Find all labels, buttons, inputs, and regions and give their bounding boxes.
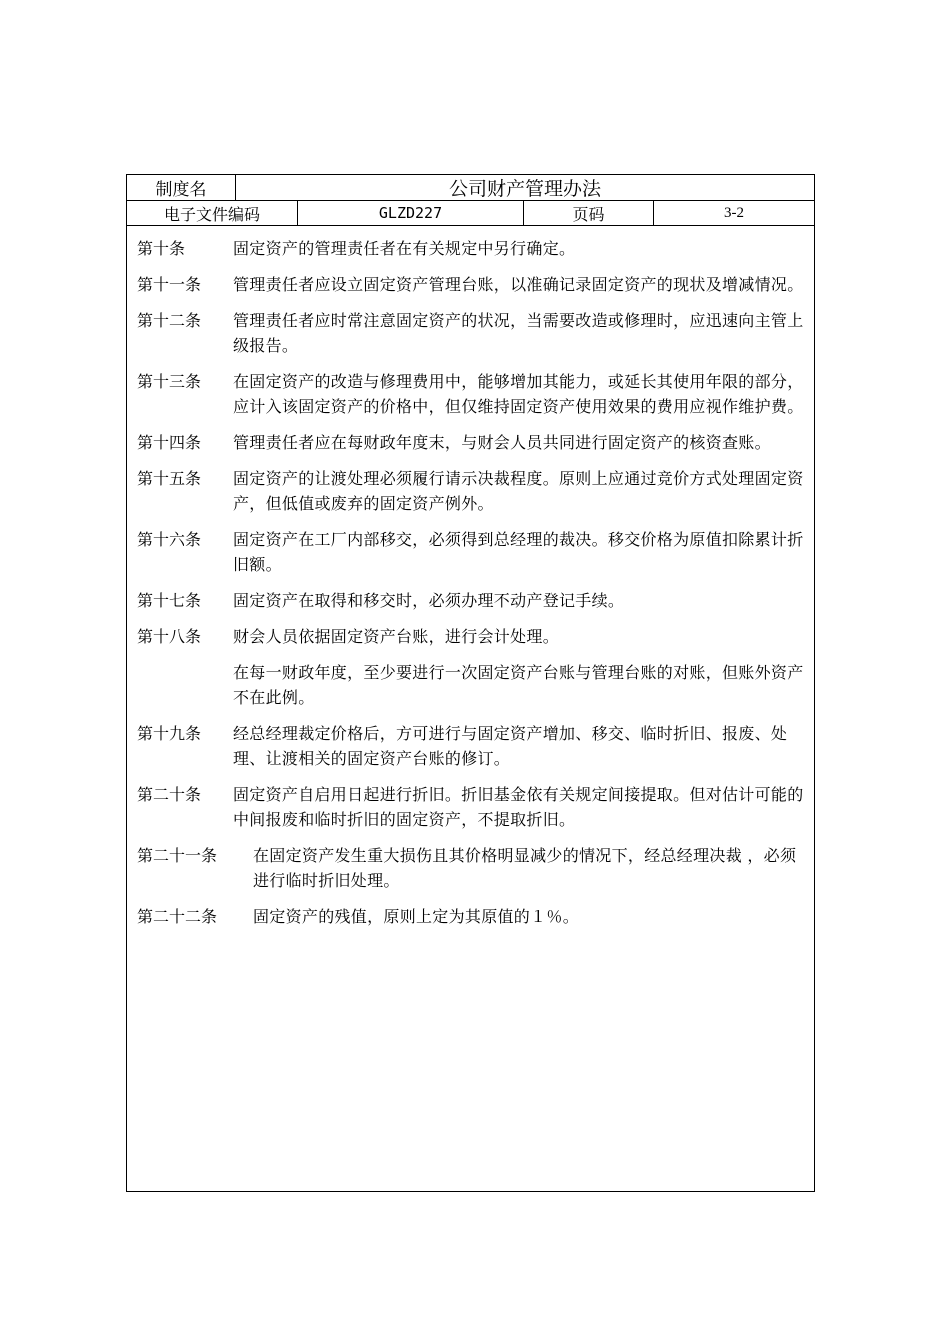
article-number: 第二十一条	[137, 846, 218, 865]
article-number: 第十七条	[137, 591, 202, 610]
article-19	[137, 721, 806, 771]
article-20	[137, 782, 806, 832]
article-text: 经总经理裁定价格后，方可进行与固定资产增加、移交、临时折旧、报废、处理、让渡相关的固定资产台账的修订。	[233, 724, 788, 768]
article-number: 第二十条	[137, 785, 202, 804]
article-text: 固定资产的残值，原则上定为其原值的１％。	[253, 907, 580, 926]
article-number: 第十二条	[137, 311, 202, 330]
article-number: 第十六条	[137, 530, 202, 549]
article-15	[137, 466, 806, 516]
header-row-title	[127, 175, 814, 201]
article-text: 在每一财政年度，至少要进行一次固定资产台账与管理台账的对账，但账外资产不在此例。	[233, 663, 804, 707]
article-text: 财会人员依据固定资产台账，进行会计处理。	[233, 627, 560, 646]
article-text: 在固定资产发生重大损伤且其价格明显减少的情况下，经总经理决裁 ，必须进行临时折旧处理。	[253, 846, 797, 890]
page-number: 3-2	[724, 204, 744, 221]
article-14	[137, 430, 806, 455]
article-text: 固定资产在取得和移交时，必须办理不动产登记手续。	[233, 591, 625, 610]
regulation-name-label: 制度名	[127, 175, 236, 200]
article-text: 固定资产的让渡处理必须履行请示决裁程度。原则上应通过竞价方式处理固定资产，但低值或废弃的固定资产例外。	[233, 469, 804, 513]
article-number: 第十三条	[137, 372, 202, 391]
article-number: 第二十二条	[137, 907, 218, 926]
article-number: 第十条	[137, 239, 186, 258]
file-code-value: GLZD227	[298, 201, 524, 225]
article-text: 管理责任者应设立固定资产管理台账，以准确记录固定资产的现状及增减情况。	[233, 275, 804, 294]
article-text: 管理责任者应时常注意固定资产的状况，当需要改造或修理时，应迅速向主管上级报告。	[233, 311, 804, 355]
article-text: 固定资产自启用日起进行折旧。折旧基金依有关规定间接提取。但对估计可能的中间报废和临时折旧的固定资产，不提取折旧。	[233, 785, 804, 829]
article-number	[137, 660, 233, 710]
header-row-code	[127, 201, 814, 226]
article-16	[137, 527, 806, 577]
article-22	[137, 904, 806, 929]
article-10	[137, 236, 806, 261]
regulation-title: 公司财产管理办法	[448, 178, 601, 200]
article-11	[137, 272, 806, 297]
article-number: 第十八条	[137, 627, 202, 646]
article-text: 固定资产的管理责任者在有关规定中另行确定。	[233, 239, 576, 258]
article-21	[137, 843, 806, 893]
article-text: 管理责任者应在每财政年度末，与财会人员共同进行固定资产的核资查账。	[233, 433, 771, 452]
article-number: 第十一条	[137, 275, 202, 294]
regulation-document	[126, 174, 815, 1192]
article-17	[137, 588, 806, 613]
article-12	[137, 308, 806, 358]
article-18	[137, 624, 806, 649]
article-text: 在固定资产的改造与修理费用中，能够增加其能力，或延长其使用年限的部分，应计入该固定资产的价格中，但仅维持固定资产使用效果的费用应视作维护费。	[233, 372, 804, 416]
article-18-paragraph-2	[137, 660, 806, 710]
article-number: 第十五条	[137, 469, 202, 488]
article-number: 第十四条	[137, 433, 202, 452]
article-text: 固定资产在工厂内部移交，必须得到总经理的裁决。移交价格为原值扣除累计折旧额。	[233, 530, 804, 574]
articles-body	[127, 226, 814, 929]
file-code-label: 电子文件编码	[127, 201, 298, 225]
article-13	[137, 369, 806, 419]
page-label: 页码	[524, 201, 654, 225]
article-number: 第十九条	[137, 724, 202, 743]
